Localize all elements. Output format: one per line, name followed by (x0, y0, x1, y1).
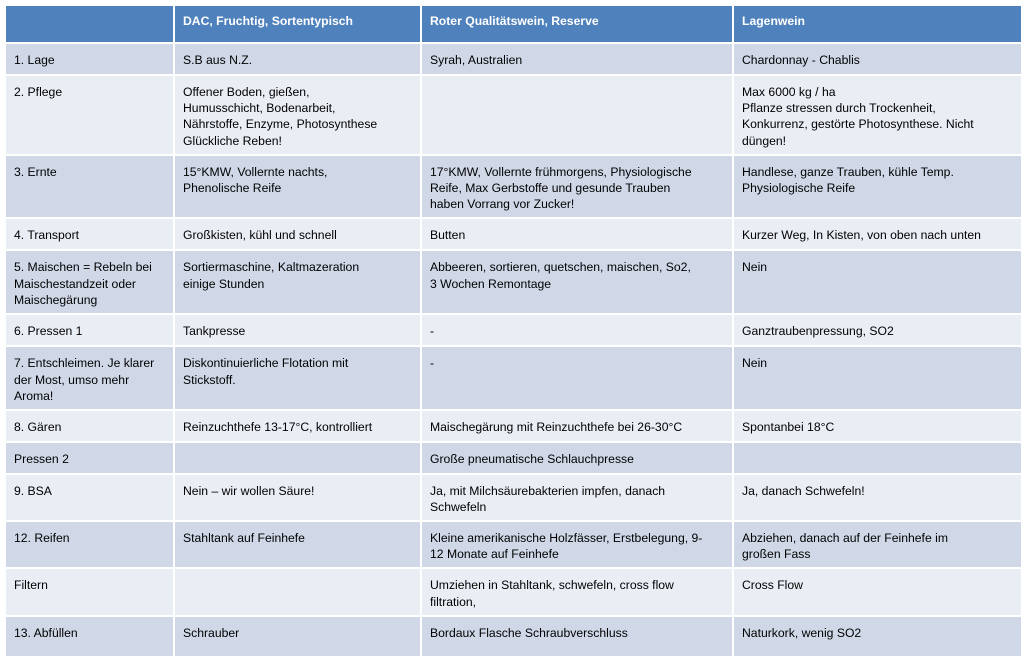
cell-text-line: Stahltank auf Feinhefe (183, 531, 305, 546)
lagenwein-cell (734, 569, 1021, 614)
cell-text-line: Maischestandzeit oder (14, 276, 136, 291)
table-row (6, 251, 1021, 313)
qualitaetswein-cell (422, 251, 732, 313)
cell-text-line: Physiologische Reife (742, 181, 856, 196)
step-cell (6, 219, 173, 249)
table-row (6, 219, 1021, 249)
dac-cell (175, 156, 420, 218)
cell-text-line: Handlese, ganze Trauben, kühle Temp. (742, 164, 954, 179)
wine-process-table (4, 4, 1023, 658)
lagenwein-cell (734, 251, 1021, 313)
dac-cell (175, 44, 420, 74)
cell-text-line: 15°KMW, Vollernte nachts, (183, 164, 328, 179)
lagenwein-cell (734, 76, 1021, 154)
cell-text-line: 1. Lage (14, 53, 55, 67)
step-cell (6, 315, 173, 345)
cell-text-line: 3. Ernte (14, 164, 57, 179)
cell-text-line: Chardonnay - Chablis (742, 53, 860, 67)
cell-text-line: Cross Flow (742, 578, 803, 593)
cell-text-line: Stickstoff. (183, 372, 236, 387)
lagenwein-cell (734, 443, 1021, 472)
cell-text-line: Spontanbei 18°C (742, 420, 835, 435)
lagenwein-cell (734, 411, 1021, 441)
cell-text-line: Kleine amerikanische Holzfässer, Erstbelegung, 9- (430, 531, 703, 546)
cell-text-line: 6. Pressen 1 (14, 324, 83, 339)
lagenwein-cell (734, 617, 1021, 656)
cell-text-line: Sortiermaschine, Kaltmazeration (183, 260, 360, 275)
dac-cell (175, 475, 420, 520)
step-cell (6, 522, 173, 567)
cell-text-line: Nein (742, 356, 768, 371)
cell-text-line: Reinzuchthefe 13-17°C, kontrolliert (183, 420, 373, 435)
dac-cell (175, 219, 420, 249)
cell-text-line: 7. Entschleimen. Je klarer (14, 356, 155, 371)
table-row (6, 411, 1021, 441)
cell-text-line: - (430, 356, 435, 371)
cell-text-line: Große pneumatische Schlauchpresse (430, 452, 634, 467)
step-cell (6, 617, 173, 656)
header-row (6, 6, 1021, 42)
lagenwein-cell (734, 156, 1021, 218)
cell-text-line: Konkurrenz, gestörte Photosynthese. Nicht (742, 117, 974, 132)
step-cell (6, 443, 173, 472)
dac-cell (175, 569, 420, 614)
cell-text-line: Maischegärung (14, 292, 98, 307)
cell-text-line: filtration, (430, 594, 477, 609)
cell-text-line: Bordaux Flasche Schraubverschluss (430, 625, 628, 640)
cell-text-line: Nein (742, 260, 768, 275)
lagenwein-cell (734, 219, 1021, 249)
cell-text-line: 17°KMW, Vollernte frühmorgens, Physiologische (430, 164, 692, 179)
cell-text-line: - (430, 324, 435, 339)
qualitaetswein-cell (422, 44, 732, 74)
cell-text-line: S.B aus N.Z. (183, 53, 253, 67)
qualitaetswein-cell (422, 156, 732, 218)
step-cell (6, 156, 173, 218)
lagenwein-cell (734, 522, 1021, 567)
lagenwein-cell (734, 475, 1021, 520)
cell-text-line: Syrah, Australien (430, 53, 523, 67)
cell-text-line: Maischegärung mit Reinzuchthefe bei 26-30°C (430, 420, 683, 435)
dac-cell (175, 411, 420, 441)
dac-cell (175, 347, 420, 409)
dac-cell (175, 617, 420, 656)
cell-text-line: der Most, umso mehr (14, 372, 130, 387)
table-row (6, 475, 1021, 520)
table-row (6, 522, 1021, 567)
cell-text-line: Reife, Max Gerbstoffe und gesunde Trauben (430, 181, 671, 196)
cell-text-line: Abziehen, danach auf der Feinhefe im (742, 531, 948, 546)
cell-text-line: Großkisten, kühl und schnell (183, 228, 337, 243)
step-cell (6, 251, 173, 313)
step-cell (6, 411, 173, 441)
table-row (6, 315, 1021, 345)
table-row (6, 569, 1021, 614)
cell-text-line: Offener Boden, gießen, (183, 85, 310, 99)
cell-text-line: Ja, danach Schwefeln! (742, 483, 865, 498)
cell-text-line: 4. Transport (14, 228, 80, 243)
dac-cell (175, 251, 420, 313)
step-cell (6, 44, 173, 74)
header-cell-lagenwein: Lagenwein (734, 6, 1021, 42)
cell-text-line: Aroma! (14, 388, 54, 403)
step-cell (6, 76, 173, 154)
cell-text-line: 12. Reifen (14, 531, 70, 546)
cell-text-line: haben Vorrang vor Zucker! (430, 197, 575, 212)
qualitaetswein-cell (422, 411, 732, 441)
cell-text-line: 3 Wochen Remontage (430, 276, 552, 291)
cell-text-line: Nährstoffe, Enzyme, Photosynthese (183, 117, 378, 132)
cell-text-line: Humusschicht, Bodenarbeit, (183, 101, 336, 116)
cell-text-line: düngen! (742, 133, 787, 148)
qualitaetswein-cell (422, 443, 732, 472)
lagenwein-cell (734, 44, 1021, 74)
step-cell (6, 475, 173, 520)
cell-text-line: Ganztraubenpressung, SO2 (742, 324, 894, 339)
cell-text-line: 5. Maischen = Rebeln bei (14, 260, 152, 275)
cell-text-line: Pressen 2 (14, 452, 69, 467)
qualitaetswein-cell (422, 569, 732, 614)
cell-text-line: Nein – wir wollen Säure! (183, 483, 315, 498)
table-row (6, 44, 1021, 74)
table-row (6, 347, 1021, 409)
dac-cell (175, 443, 420, 472)
lagenwein-cell (734, 347, 1021, 409)
cell-text-line: großen Fass (742, 547, 811, 562)
table-row (6, 443, 1021, 472)
cell-text-line: einige Stunden (183, 276, 265, 291)
cell-text-line: Schrauber (183, 625, 240, 640)
dac-cell (175, 522, 420, 567)
cell-text-line: Diskontinuierliche Flotation mit (183, 356, 349, 371)
cell-text-line: Naturkork, wenig SO2 (742, 625, 862, 640)
step-cell (6, 347, 173, 409)
cell-text-line: 12 Monate auf Feinhefe (430, 547, 559, 562)
cell-text-line: Max 6000 kg / ha (742, 85, 836, 99)
cell-text-line: Ja, mit Milchsäurebakterien impfen, danach (430, 483, 666, 498)
step-cell (6, 569, 173, 614)
table-body (6, 44, 1021, 656)
cell-text-line: Abbeeren, sortieren, quetschen, maischen, So2, (430, 260, 691, 275)
qualitaetswein-cell (422, 315, 732, 345)
table-row (6, 156, 1021, 218)
dac-cell (175, 315, 420, 345)
cell-text-line: Pflanze stressen durch Trockenheit, (742, 101, 936, 116)
cell-text-line: Filtern (14, 578, 48, 593)
cell-text-line: 2. Pflege (14, 85, 63, 99)
header-cell-step (6, 6, 173, 42)
qualitaetswein-cell (422, 76, 732, 154)
cell-text-line: Schwefeln (430, 499, 487, 514)
qualitaetswein-cell (422, 475, 732, 520)
cell-text-line: 13. Abfüllen (14, 625, 78, 640)
cell-text-line: Phenolische Reife (183, 181, 282, 196)
cell-text-line: Kurzer Weg, In Kisten, von oben nach unten (742, 228, 981, 243)
cell-text-line: Tankpresse (183, 324, 246, 339)
qualitaetswein-cell (422, 617, 732, 656)
lagenwein-cell (734, 315, 1021, 345)
cell-text-line: Glückliche Reben! (183, 133, 282, 148)
cell-text-line: 9. BSA (14, 483, 52, 498)
table-row (6, 76, 1021, 154)
cell-text-line: Umziehen in Stahltank, schwefeln, cross flow (430, 578, 674, 593)
dac-cell (175, 76, 420, 154)
header-cell-qualitaetswein: Roter Qualitätswein, Reserve (422, 6, 732, 42)
cell-text-line: Butten (430, 228, 466, 243)
qualitaetswein-cell (422, 347, 732, 409)
qualitaetswein-cell (422, 219, 732, 249)
header-cell-dac: DAC, Fruchtig, Sortentypisch (175, 6, 420, 42)
cell-text-line: 8. Gären (14, 420, 62, 435)
qualitaetswein-cell (422, 522, 732, 567)
table-row (6, 617, 1021, 656)
